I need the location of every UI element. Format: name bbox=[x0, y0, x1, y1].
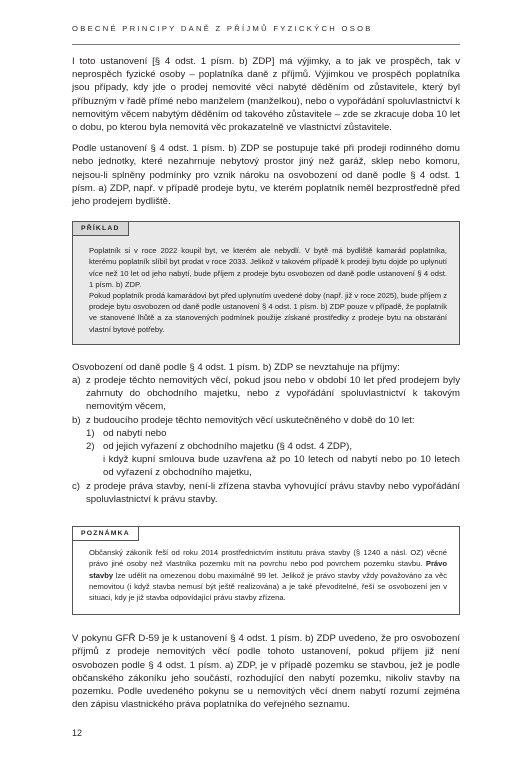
list-item-b bbox=[72, 414, 460, 480]
sublist-item-text: od jejich vyřazení z obchodního majetku (§ 4 odst. 4 ZDP), bbox=[103, 441, 353, 453]
page-number: 12 bbox=[72, 728, 83, 738]
list-item-text: z budoucího prodeje těchto nemovitých věcí uskutečněného v době do 10 let: bbox=[86, 414, 415, 426]
sublist-item-1 bbox=[86, 427, 460, 440]
example-text-1: Poplatník si v roce 2022 koupil byt, ve kterém ale nebydlí. V bytě má bydliště kamarád poplatníka, kterému poplatník slíbil byt prodat v roce 2033. Jelikož v takovém případě k prodeji bytu dojde po uplynutí více než 10 let od jeho nabytí, bude příjem z prodeje bytu osvobozen od daně podle ustanovení § 4 odst. 1 písm. b) ZDP. bbox=[89, 246, 447, 289]
sublist-continuation: i když kupní smlouva bude uzavřena až po 10 letech od nabytí nebo po 10 letech od vyřazení z obchodního majetku, bbox=[103, 454, 460, 479]
sublist-marker: 2) bbox=[86, 441, 95, 453]
example-label: PŘÍKLAD bbox=[72, 221, 129, 236]
paragraph-house-sale: Podle ustanovení § 4 odst. 1 písm. b) ZDP se postupuje také při prodeji rodinného domu nebo jednotky, které nezahrnuje nebytový prostor jiný než garáž, sklep nebo komoru, nejsou-li splněny podmínky pro vznik nároku na osvobození od daně podle § 4 odst. 1 písm. a) ZDP, např. v případě prodeje bytu, ve kterém poplatník neměl bezprostředně před jeho prodejem bydliště. bbox=[72, 143, 460, 208]
example-text-2: Pokud poplatník prodá kamarádovi byt před uplynutím uvedené doby (např. již v roce 2025), bude příjem z prodeje bytu osvobozen od daně podle ustanovení § 4 odst. 1 písm. b) ZDP pouze v případě, že poplatník ve stanovené lhůtě a za stanovených podmínek použije získané prostředky z prodeje bytu na obstarání vlastní bytové potřeby. bbox=[89, 291, 447, 334]
list-intro: Osvobození od daně podle § 4 odst. 1 písm. b) ZDP se nevztahuje na příjmy: bbox=[72, 361, 400, 373]
list-item-text: z prodeje těchto nemovitých věcí, pokud jsou nebo v období 10 let před prodejem byly zahrnuty do obchodního majetku, nebo z vypořádání spoluvlastnictví k takovým nemovitým věcem, bbox=[86, 375, 460, 413]
page-content bbox=[72, 55, 460, 719]
paragraph-exceptions: I toto ustanovení [§ 4 odst. 1 písm. b) ZDP] má výjimky, a to jak ve prospěch, tak v neprospěch fyzické osoby – poplatníka daně z příjmů. Výjimkou ve prospěch poplatníka jsou případy, kdy jde o prodej nemovité věci nabyté děděním od zůstavitele, který byl příbuzným v řadě přímé nebo manželem (manželkou), nebo o vypořádání spoluvlastnictví k nemovitým věcem nabytým děděním od takového zůstavitele – zde se zkracuje doba 10 let o dobu, po kterou byla nemovitá věc prokazatelně ve vlastnictví zůstavitele. bbox=[72, 56, 460, 134]
running-header: OBECNÉ PRINCIPY DANĚ Z PŘÍJMŮ FYZICKÝCH OSOB bbox=[72, 24, 373, 33]
list-marker: b) bbox=[72, 414, 81, 426]
list-item-a bbox=[72, 374, 460, 414]
note-label: POZNÁMKA bbox=[72, 526, 139, 541]
note-bold-term: Právo stavby bbox=[89, 559, 447, 580]
list-item-text: z prodeje práva stavby, není-li zřízena stavba vyhovující právu stavby nebo vypořádání spoluvlastnictví k právu stavby. bbox=[86, 480, 460, 505]
note-text-end: lze udělit na omezenou dobu maximálně 99 let. Jelikož je právo stavby vždy považováno za věc nemovitou (i když stavba nemusí být ještě realizována) a je také převoditelné, řeší se osvobození jen v situaci, kdy je již stavba odpovídající právu stavby zřízena. bbox=[89, 570, 447, 602]
example-box bbox=[72, 221, 460, 345]
sublist-marker: 1) bbox=[86, 427, 95, 439]
sublist bbox=[86, 427, 460, 480]
sublist-item-2 bbox=[86, 440, 460, 480]
note-text-start: Občanský zákoník řeší od roku 2014 prostřednictvím institutu práva stavby (§ 1240 a násl. OZ) věcné právo jiné osoby než vlastníka pozemku mít na povrchu nebo pod povrchem pozemku stavbu. bbox=[89, 548, 447, 569]
note-text bbox=[89, 547, 447, 603]
list-marker: a) bbox=[72, 375, 81, 387]
header-divider bbox=[72, 44, 460, 45]
list-marker: c) bbox=[72, 480, 80, 492]
paragraph-gfr-guidance: V pokynu GFŘ D-59 je k ustanovení § 4 odst. 1 písm. b) ZDP uvedeno, že pro osvobození příjmů z prodeje nemovitých věcí podle tohoto ustanovení, pokud příjem již není osvobozen podle § 4 odst. 1 písm. a) ZDP, je v případě pozemku se stavbou, jež je podle občanského zákoníku jeho součástí, rozhodující den nabytí pozemku, nikoliv stavby na pozemku. Podle uvedeného pokynu se u nemovitých věcí dnem nabytí rozumí zejména den zápisu vlastnického práva poplatníka do veřejného seznamu. bbox=[72, 633, 460, 711]
note-box bbox=[72, 526, 460, 615]
exemption-exclusions-list bbox=[72, 361, 460, 506]
list-item-c bbox=[72, 480, 460, 506]
sublist-item-text: od nabytí nebo bbox=[103, 427, 167, 439]
